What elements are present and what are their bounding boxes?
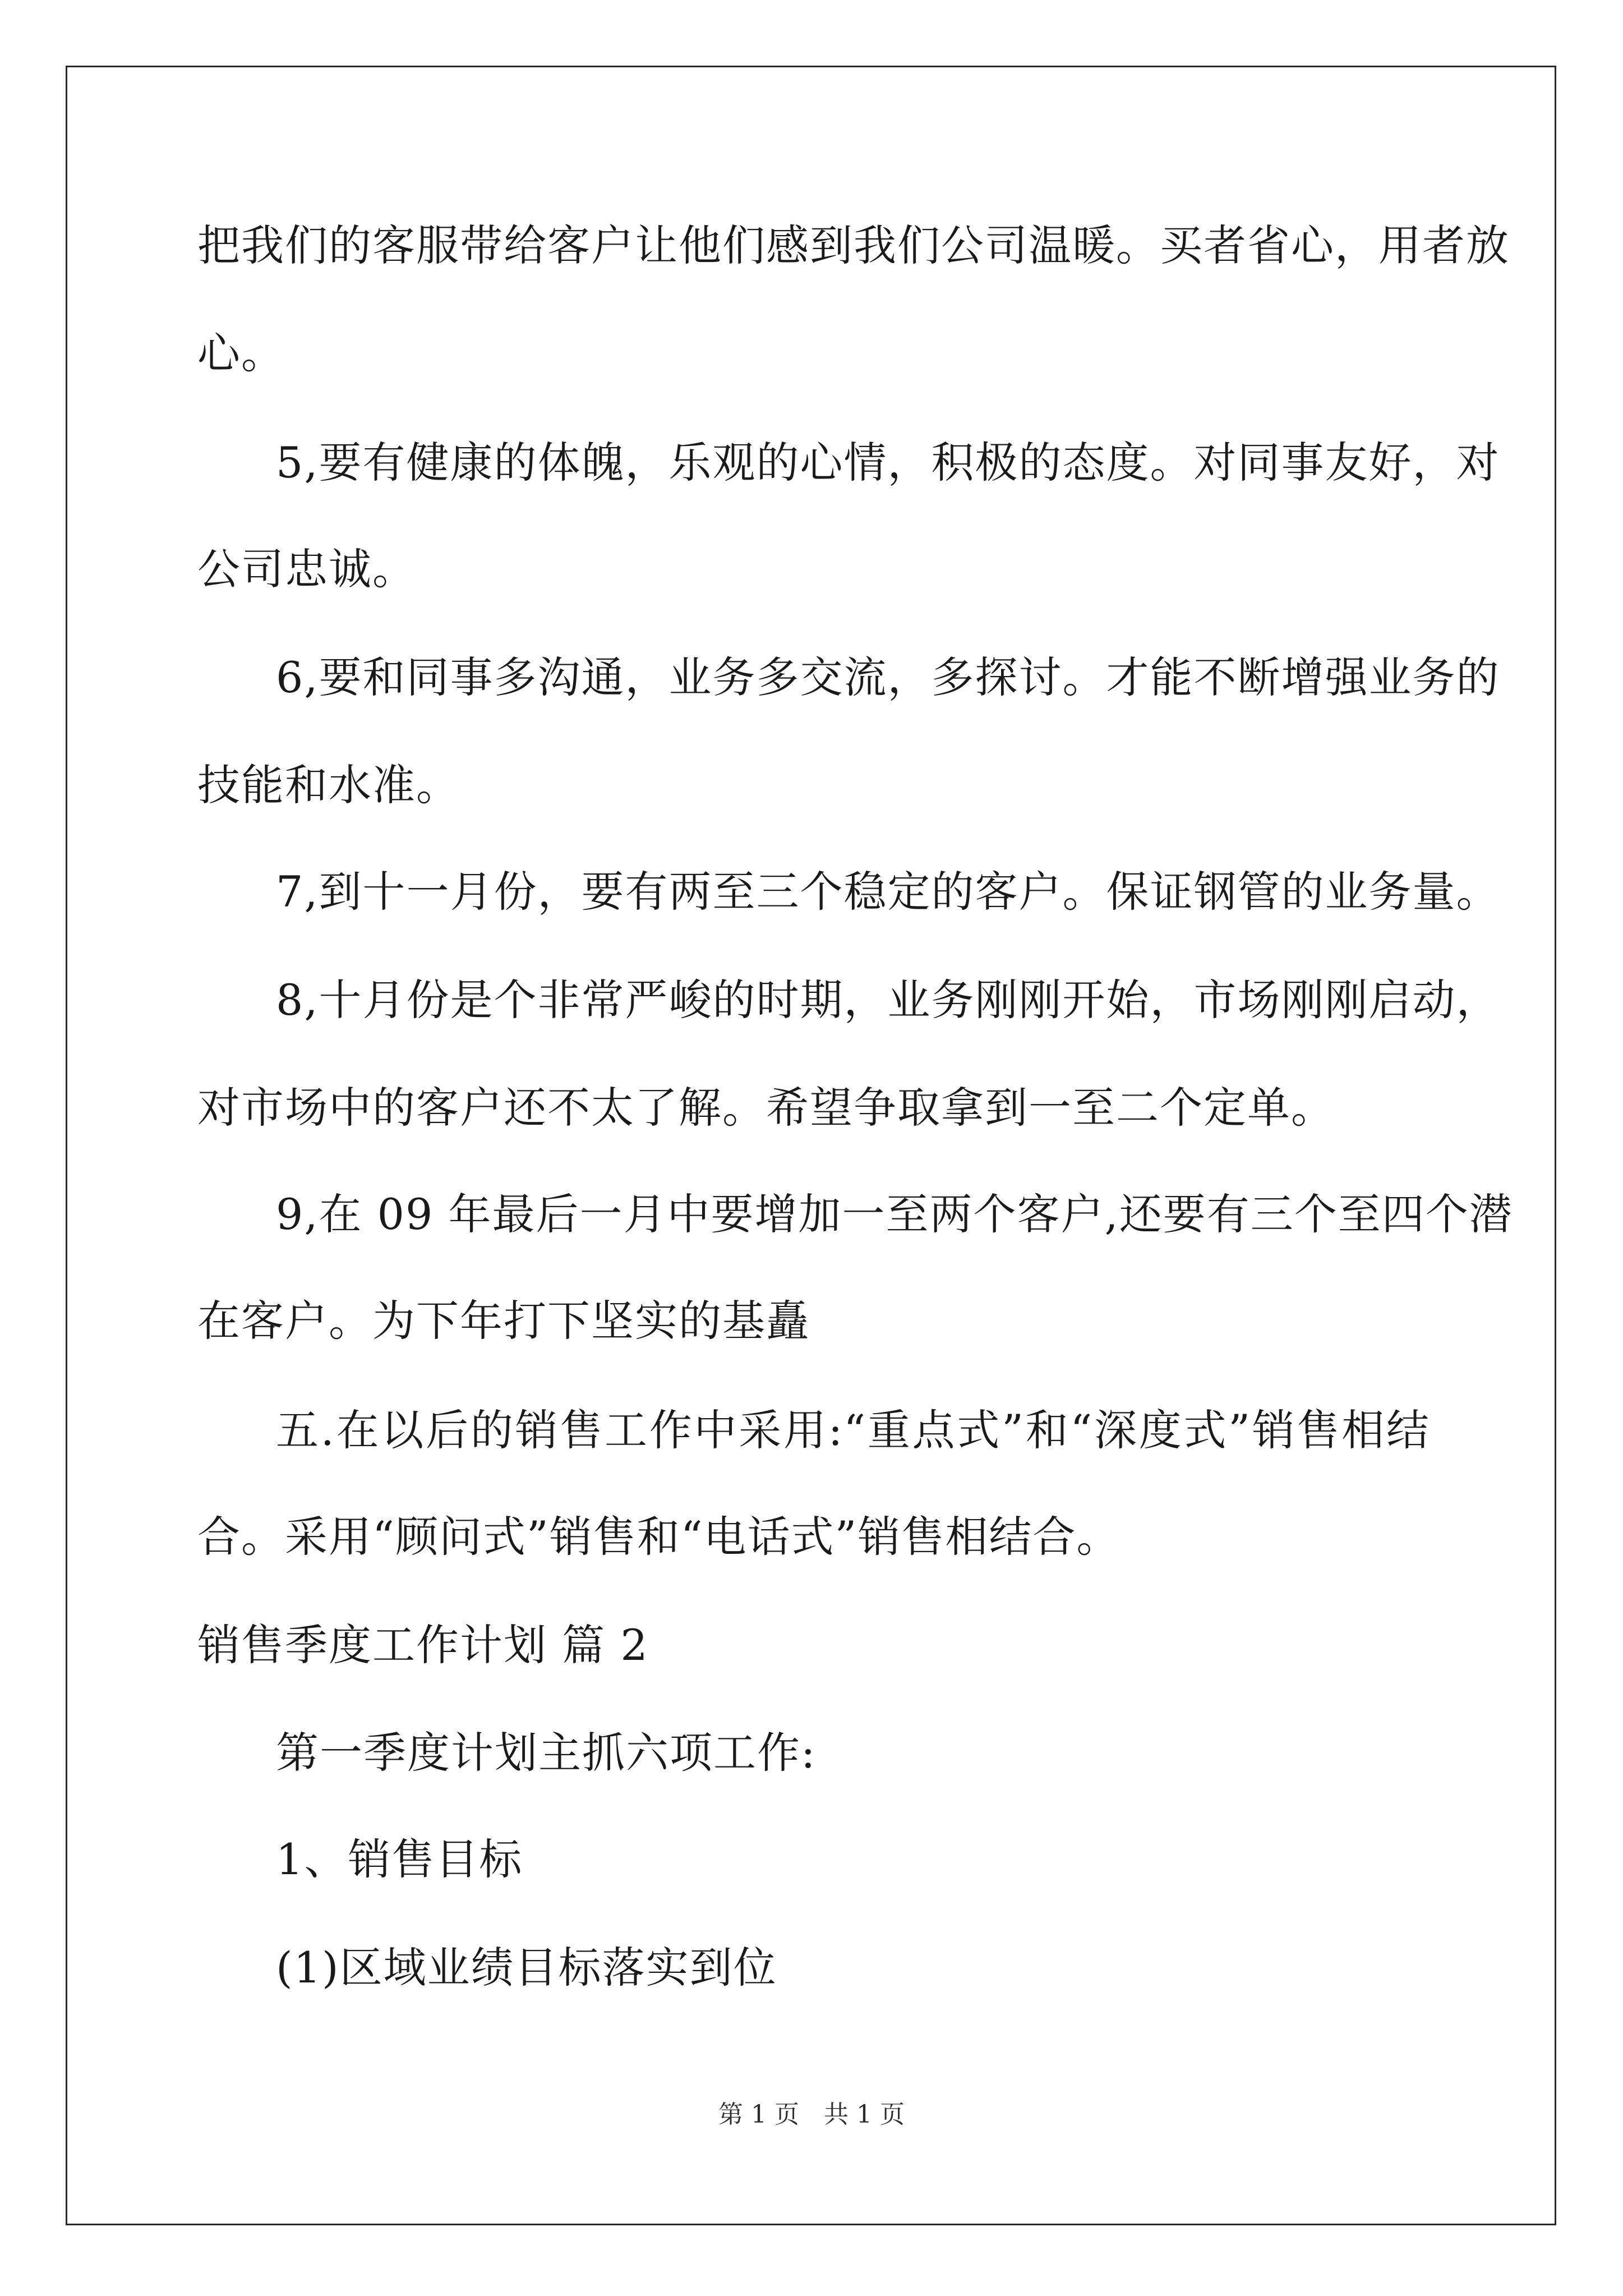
text-line: 对市场中的客户还不太了解。希望争取拿到一至二个定单。 xyxy=(197,1083,1335,1133)
text-line: 合。采用“顾问式”销售和“电话式”销售相结合。 xyxy=(197,1512,1121,1562)
text-line: 6,要和同事多沟通，业务多交流，多探讨。才能不断增强业务的 xyxy=(276,652,1500,702)
text-line: 心。 xyxy=(197,328,285,378)
text-line: (1)区域业绩目标落实到位 xyxy=(276,1943,777,1993)
text-line: 公司忠诚。 xyxy=(197,544,416,594)
page-footer: 第 1 页 共 1 页 xyxy=(718,2100,905,2129)
section-heading: 销售季度工作计划 篇 2 xyxy=(197,1620,649,1670)
page-border xyxy=(66,66,1556,2225)
text-line: 在客户。为下年打下坚实的基矗 xyxy=(197,1296,810,1346)
text-line: 把我们的客服带给客户让他们感到我们公司温暖。买者省心，用者放 xyxy=(197,220,1510,270)
text-line: 9,在 09 年最后一月中要增加一至两个客户,还要有三个至四个潜 xyxy=(276,1189,1513,1239)
text-line: 7,到十一月份，要有两至三个稳定的客户。保证钢管的业务量。 xyxy=(276,867,1500,917)
text-line: 第一季度计划主抓六项工作: xyxy=(276,1728,817,1778)
text-line: 技能和水准。 xyxy=(197,760,460,810)
text-line: 1、销售目标 xyxy=(276,1834,523,1884)
text-line: 8,十月份是个非常严峻的时期，业务刚刚开始，市场刚刚启动， xyxy=(276,975,1500,1025)
text-line: 5,要有健康的体魄，乐观的心情，积极的态度。对同事友好，对 xyxy=(276,438,1500,487)
text-line: 五.在以后的销售工作中采用:“重点式”和“深度式”销售相结 xyxy=(276,1405,1430,1455)
